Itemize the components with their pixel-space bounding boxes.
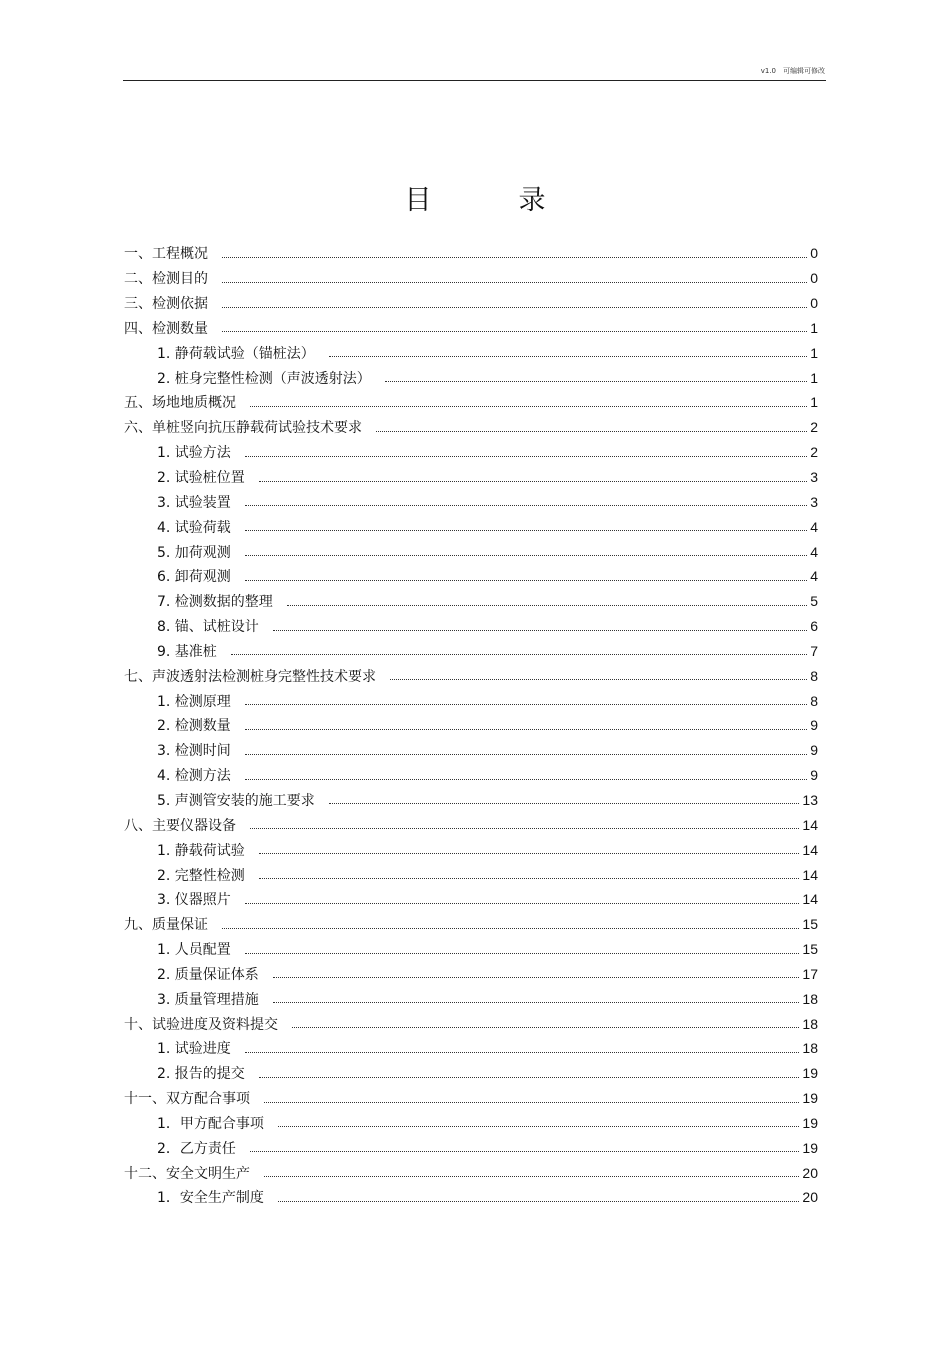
toc-entry-label: 五、场地地质概况 (124, 395, 236, 412)
toc-dot-leader (231, 654, 807, 655)
toc-entry-label: 2. 试验桩位置 (157, 470, 245, 487)
toc-entry[interactable] (124, 291, 818, 316)
toc-entry-page-number: 19 (802, 1090, 818, 1107)
toc-dot-leader (245, 729, 807, 730)
toc-dot-leader (292, 1027, 799, 1028)
toc-entry-label: 6. 卸荷观测 (157, 569, 231, 586)
toc-entry[interactable] (124, 887, 818, 912)
toc-dot-leader (222, 331, 807, 332)
toc-entry-label: 三、检测依据 (124, 296, 208, 313)
toc-entry[interactable] (124, 340, 818, 365)
page-title: 目 录 (404, 185, 576, 216)
toc-entry-page-number: 1 (810, 344, 818, 361)
toc-entry-page-number: 15 (802, 916, 818, 933)
toc-entry-page-number: 2 (810, 444, 818, 461)
toc-entry[interactable] (124, 1135, 818, 1160)
toc-entry-page-number: 7 (810, 642, 818, 659)
toc-entry-page-number: 14 (802, 841, 818, 858)
toc-entry-label: 六、单桩竖向抗压静载荷试验技术要求 (124, 420, 362, 437)
toc-entry[interactable] (124, 1185, 818, 1210)
toc-dot-leader (222, 257, 807, 258)
toc-entry-label: 九、质量保证 (124, 917, 208, 934)
toc-entry-label: 2. 检测数量 (157, 718, 231, 735)
toc-entry-page-number: 8 (810, 667, 818, 684)
toc-dot-leader (329, 803, 800, 804)
toc-entry-page-number: 20 (802, 1189, 818, 1206)
toc-dot-leader (329, 356, 807, 357)
toc-entry[interactable] (124, 688, 818, 713)
toc-entry-page-number: 19 (802, 1139, 818, 1156)
toc-entry[interactable] (124, 937, 818, 962)
toc-entry[interactable] (124, 539, 818, 564)
toc-entry-label: 7. 检测数据的整理 (157, 594, 273, 611)
toc-entry-page-number: 4 (810, 518, 818, 535)
toc-dot-leader (245, 779, 807, 780)
toc-entry-page-number: 20 (802, 1164, 818, 1181)
toc-entry-label: 9. 基准桩 (157, 643, 217, 660)
toc-entry-page-number: 2 (810, 419, 818, 436)
toc-entry-label: 十二、安全文明生产 (124, 1165, 250, 1182)
toc-entry-page-number: 14 (802, 891, 818, 908)
toc-entry-label: 1. 静荷载试验（锚桩法） (157, 345, 315, 362)
toc-dot-leader (278, 1126, 800, 1127)
toc-entry[interactable] (124, 763, 818, 788)
toc-entry[interactable] (124, 390, 818, 415)
toc-entry-label: 十一、双方配合事项 (124, 1091, 250, 1108)
toc-dot-leader (385, 381, 807, 382)
toc-dot-leader (245, 754, 807, 755)
toc-entry-page-number: 5 (810, 593, 818, 610)
toc-entry[interactable] (124, 738, 818, 763)
toc-entry[interactable] (124, 365, 818, 390)
toc-entry[interactable] (124, 1061, 818, 1086)
toc-dot-leader (376, 431, 807, 432)
toc-entry-label: 3. 质量管理措施 (157, 991, 259, 1008)
toc-entry[interactable] (124, 788, 818, 813)
toc-entry-label: 4. 检测方法 (157, 768, 231, 785)
toc-dot-leader (222, 307, 807, 308)
toc-entry[interactable] (124, 489, 818, 514)
toc-entry-page-number: 13 (802, 791, 818, 808)
toc-entry-page-number: 18 (802, 1015, 818, 1032)
toc-entry[interactable] (124, 1160, 818, 1185)
toc-dot-leader (264, 1102, 799, 1103)
toc-entry[interactable] (124, 316, 818, 341)
toc-entry-label: 3. 试验装置 (157, 494, 231, 511)
toc-entry-page-number: 18 (802, 1040, 818, 1057)
table-of-contents (124, 241, 818, 1210)
toc-entry[interactable] (124, 514, 818, 539)
toc-entry-page-number: 15 (802, 941, 818, 958)
toc-dot-leader (245, 704, 807, 705)
toc-dot-leader (245, 1052, 800, 1053)
toc-entry-page-number: 4 (810, 543, 818, 560)
toc-entry-label: 四、检测数量 (124, 320, 208, 337)
toc-entry-page-number: 17 (802, 965, 818, 982)
toc-entry[interactable] (124, 564, 818, 589)
toc-dot-leader (259, 481, 807, 482)
toc-entry[interactable] (124, 415, 818, 440)
toc-dot-leader (273, 977, 800, 978)
toc-dot-leader (273, 630, 807, 631)
toc-dot-leader (250, 1151, 800, 1152)
toc-dot-leader (273, 1002, 800, 1003)
toc-entry-label: 2. 完整性检测 (157, 867, 245, 884)
toc-entry-page-number: 1 (810, 369, 818, 386)
toc-entry[interactable] (124, 912, 818, 937)
toc-entry[interactable] (124, 663, 818, 688)
toc-entry-label: 2. 报告的提交 (157, 1066, 245, 1083)
toc-entry-label: 1. 人员配置 (157, 942, 231, 959)
toc-dot-leader (250, 406, 807, 407)
toc-entry-page-number: 18 (802, 990, 818, 1007)
toc-entry[interactable] (124, 1111, 818, 1136)
toc-entry-label: 1．甲方配合事项 (157, 1115, 264, 1132)
toc-entry-page-number: 14 (802, 866, 818, 883)
toc-dot-leader (390, 679, 807, 680)
toc-dot-leader (245, 530, 807, 531)
toc-dot-leader (259, 853, 800, 854)
toc-dot-leader (245, 456, 807, 457)
toc-entry-page-number: 3 (810, 493, 818, 510)
toc-entry-page-number: 19 (802, 1065, 818, 1082)
toc-entry-label: 1. 试验进度 (157, 1041, 231, 1058)
toc-entry-page-number: 3 (810, 469, 818, 486)
toc-entry-page-number: 0 (810, 295, 818, 312)
toc-dot-leader (264, 1176, 799, 1177)
toc-entry-label: 1. 静载荷试验 (157, 842, 245, 859)
toc-entry-page-number: 6 (810, 618, 818, 635)
toc-entry-label: 5. 加荷观测 (157, 544, 231, 561)
toc-entry-page-number: 0 (810, 270, 818, 287)
toc-entry[interactable] (124, 266, 818, 291)
toc-entry[interactable] (124, 837, 818, 862)
toc-entry[interactable] (124, 241, 818, 266)
toc-entry-label: 2．乙方责任 (157, 1140, 236, 1157)
header-rule (123, 80, 826, 81)
toc-entry-label: 七、声波透射法检测桩身完整性技术要求 (124, 668, 376, 685)
toc-dot-leader (278, 1201, 800, 1202)
toc-dot-leader (245, 953, 800, 954)
toc-entry-page-number: 9 (810, 767, 818, 784)
toc-dot-leader (245, 555, 807, 556)
toc-entry-page-number: 8 (810, 692, 818, 709)
toc-entry[interactable] (124, 1086, 818, 1111)
toc-entry-page-number: 9 (810, 717, 818, 734)
toc-entry-page-number: 0 (810, 245, 818, 262)
toc-entry[interactable] (124, 986, 818, 1011)
toc-entry[interactable] (124, 589, 818, 614)
toc-entry[interactable] (124, 812, 818, 837)
toc-entry-label: 八、主要仪器设备 (124, 817, 236, 834)
toc-entry-page-number: 1 (810, 394, 818, 411)
toc-dot-leader (245, 580, 807, 581)
toc-entry[interactable] (124, 639, 818, 664)
toc-entry-label: 2. 桩身完整性检测（声波透射法） (157, 370, 371, 387)
toc-entry-label: 4. 试验荷载 (157, 519, 231, 536)
toc-entry[interactable] (124, 1011, 818, 1036)
toc-entry-label: 二、检测目的 (124, 271, 208, 288)
toc-entry-page-number: 1 (810, 319, 818, 336)
toc-entry-page-number: 14 (802, 816, 818, 833)
toc-entry[interactable] (124, 961, 818, 986)
toc-entry[interactable] (124, 862, 818, 887)
toc-entry-label: 1. 检测原理 (157, 693, 231, 710)
toc-dot-leader (259, 878, 800, 879)
toc-entry-label: 2. 质量保证体系 (157, 966, 259, 983)
toc-entry-label: 十、试验进度及资料提交 (124, 1016, 278, 1033)
toc-entry-label: 1. 试验方法 (157, 445, 231, 462)
toc-entry[interactable] (124, 1036, 818, 1061)
toc-dot-leader (287, 605, 807, 606)
toc-entry[interactable] (124, 713, 818, 738)
header-version-note: v1.0 可编辑可修改 (760, 67, 825, 75)
toc-entry-label: 5. 声测管安装的施工要求 (157, 792, 315, 809)
toc-entry-label: 8. 锚、试桩设计 (157, 619, 259, 636)
toc-entry[interactable] (124, 440, 818, 465)
toc-entry-label: 一、工程概况 (124, 246, 208, 263)
toc-entry-label: 1．安全生产制度 (157, 1190, 264, 1207)
toc-dot-leader (222, 928, 799, 929)
toc-entry-label: 3. 检测时间 (157, 743, 231, 760)
toc-dot-leader (259, 1077, 800, 1078)
toc-entry-page-number: 19 (802, 1114, 818, 1131)
toc-dot-leader (245, 505, 807, 506)
toc-entry-label: 3. 仪器照片 (157, 892, 231, 909)
toc-entry[interactable] (124, 465, 818, 490)
toc-dot-leader (250, 828, 799, 829)
toc-dot-leader (245, 903, 800, 904)
toc-entry-page-number: 4 (810, 568, 818, 585)
toc-entry[interactable] (124, 614, 818, 639)
toc-dot-leader (222, 282, 807, 283)
toc-entry-page-number: 9 (810, 742, 818, 759)
